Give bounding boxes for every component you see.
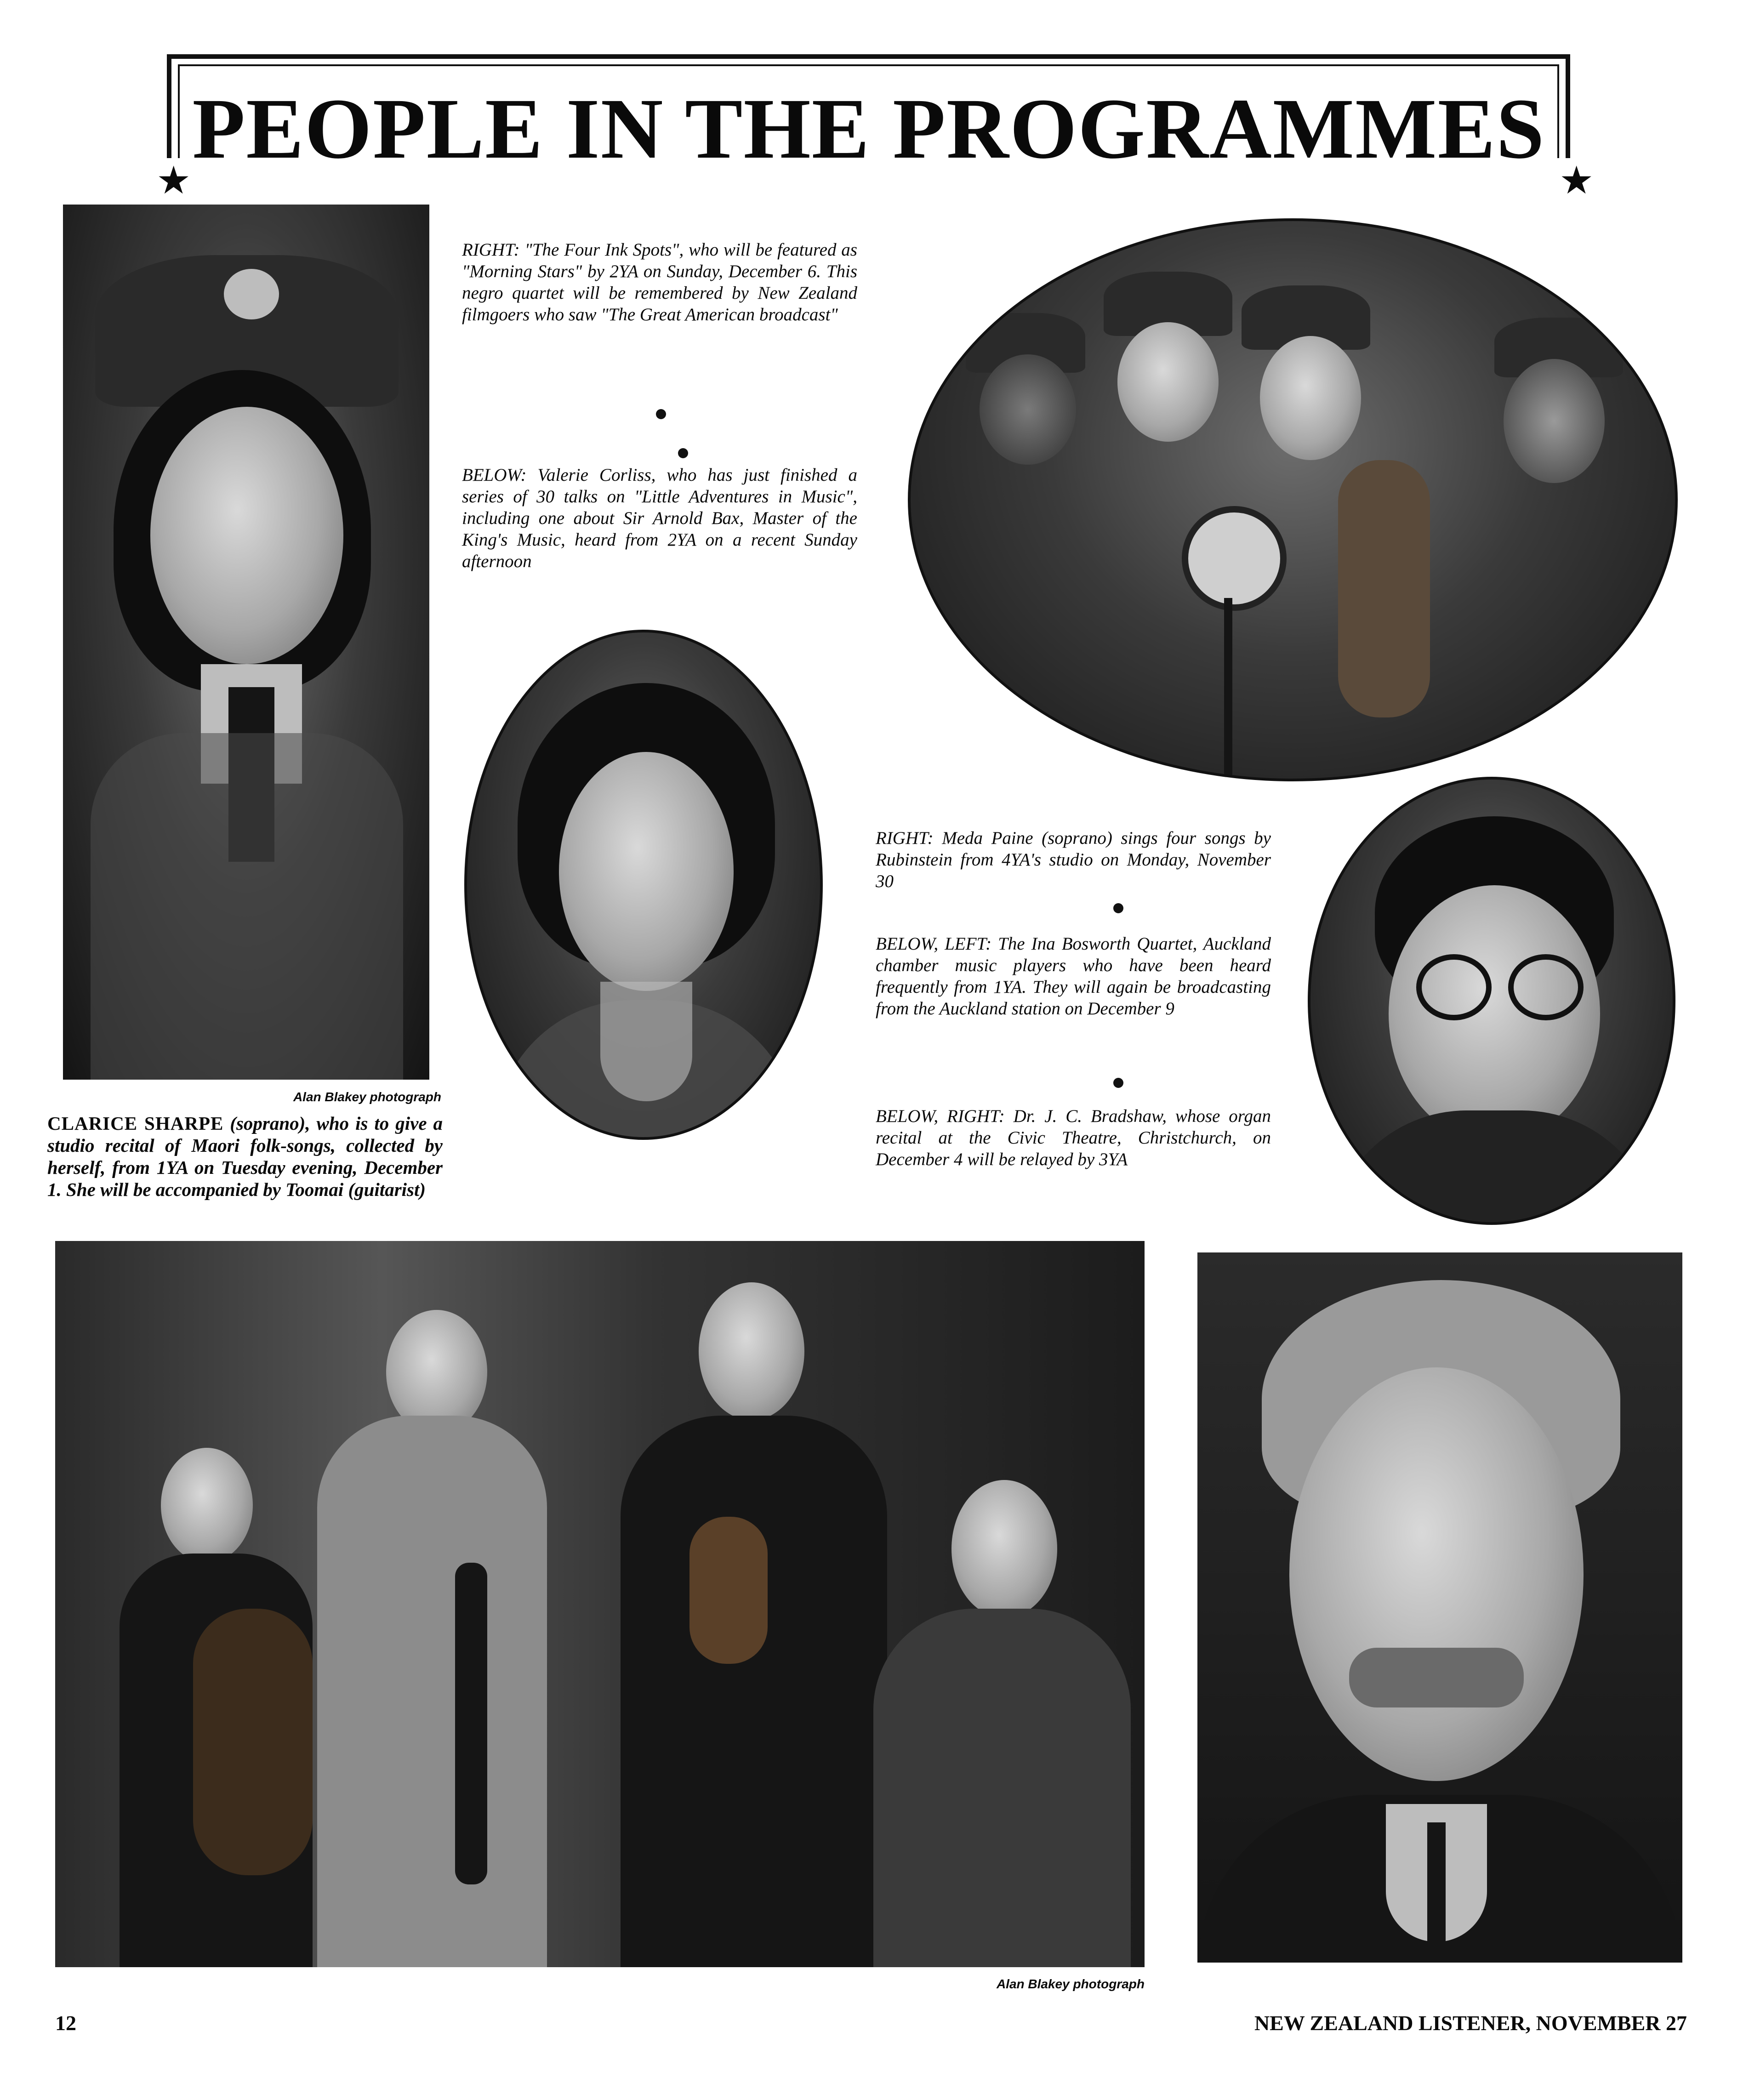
photo-ina-bosworth-quartet [55,1241,1145,1967]
photo-jc-bradshaw [1197,1252,1682,1963]
star-icon: ★ [156,158,191,203]
separator-dot [1113,903,1123,913]
caption-body: (soprano), who is to give a studio recital of Maori folk-songs, collected by herself, from 1YA on Tuesday evening, December 1. She will be accompanied by Toomai (guitarist) [47,1113,443,1200]
caption-valerie-corliss: BELOW: Valerie Corliss, who has just finished a series of 30 talks on "Little Adventures in Music", including one about Sir Arnold Bax, Master of the King's Music, heard from 2YA on a recent Sunday afternoon [462,465,857,571]
caption-bradshaw: BELOW, RIGHT: Dr. J. C. Bradshaw, whose organ recital at the Civic Theatre, Christchurch, on December 4 will be relayed by 3YA [876,1106,1271,1169]
caption-meda-paine: RIGHT: Meda Paine (soprano) sings four songs by Rubinstein from 4YA's studio on Monday, November 30 [876,828,1271,891]
photo-ink-spots [908,218,1678,781]
separator-dot [1113,1078,1123,1088]
photo-meda-paine [1308,777,1675,1225]
caption-clarice-sharpe [47,1112,443,1201]
caption-ina-bosworth: BELOW, LEFT: The Ina Bosworth Quartet, Auckland chamber music players who have been heard frequently from 1YA. They will again be broadcasting from the Auckland station on December 9 [876,934,1271,1019]
photo-clarice-sharpe [63,205,429,1080]
star-icon: ★ [1559,158,1594,203]
separator-dot [656,409,666,419]
page-number: 12 [55,2011,76,2035]
caption-ink-spots: RIGHT: "The Four Ink Spots", who will be featured as "Morning Stars" by 2YA on Sunday, December 6. This negro quartet will be remembered by New Zealand filmgoers who saw "The Great American broadcast" [462,240,857,324]
photo-valerie-corliss [464,630,823,1140]
separator-dot [678,448,688,458]
caption-name: CLARICE SHARPE [47,1113,224,1134]
photo-credit: Alan Blakey photograph [996,1977,1145,1991]
publication-line: NEW ZEALAND LISTENER, NOVEMBER 27 [1254,2011,1687,2035]
page-title: PEOPLE IN THE PROGRAMMES [192,80,1545,176]
photo-credit: Alan Blakey photograph [293,1090,441,1104]
